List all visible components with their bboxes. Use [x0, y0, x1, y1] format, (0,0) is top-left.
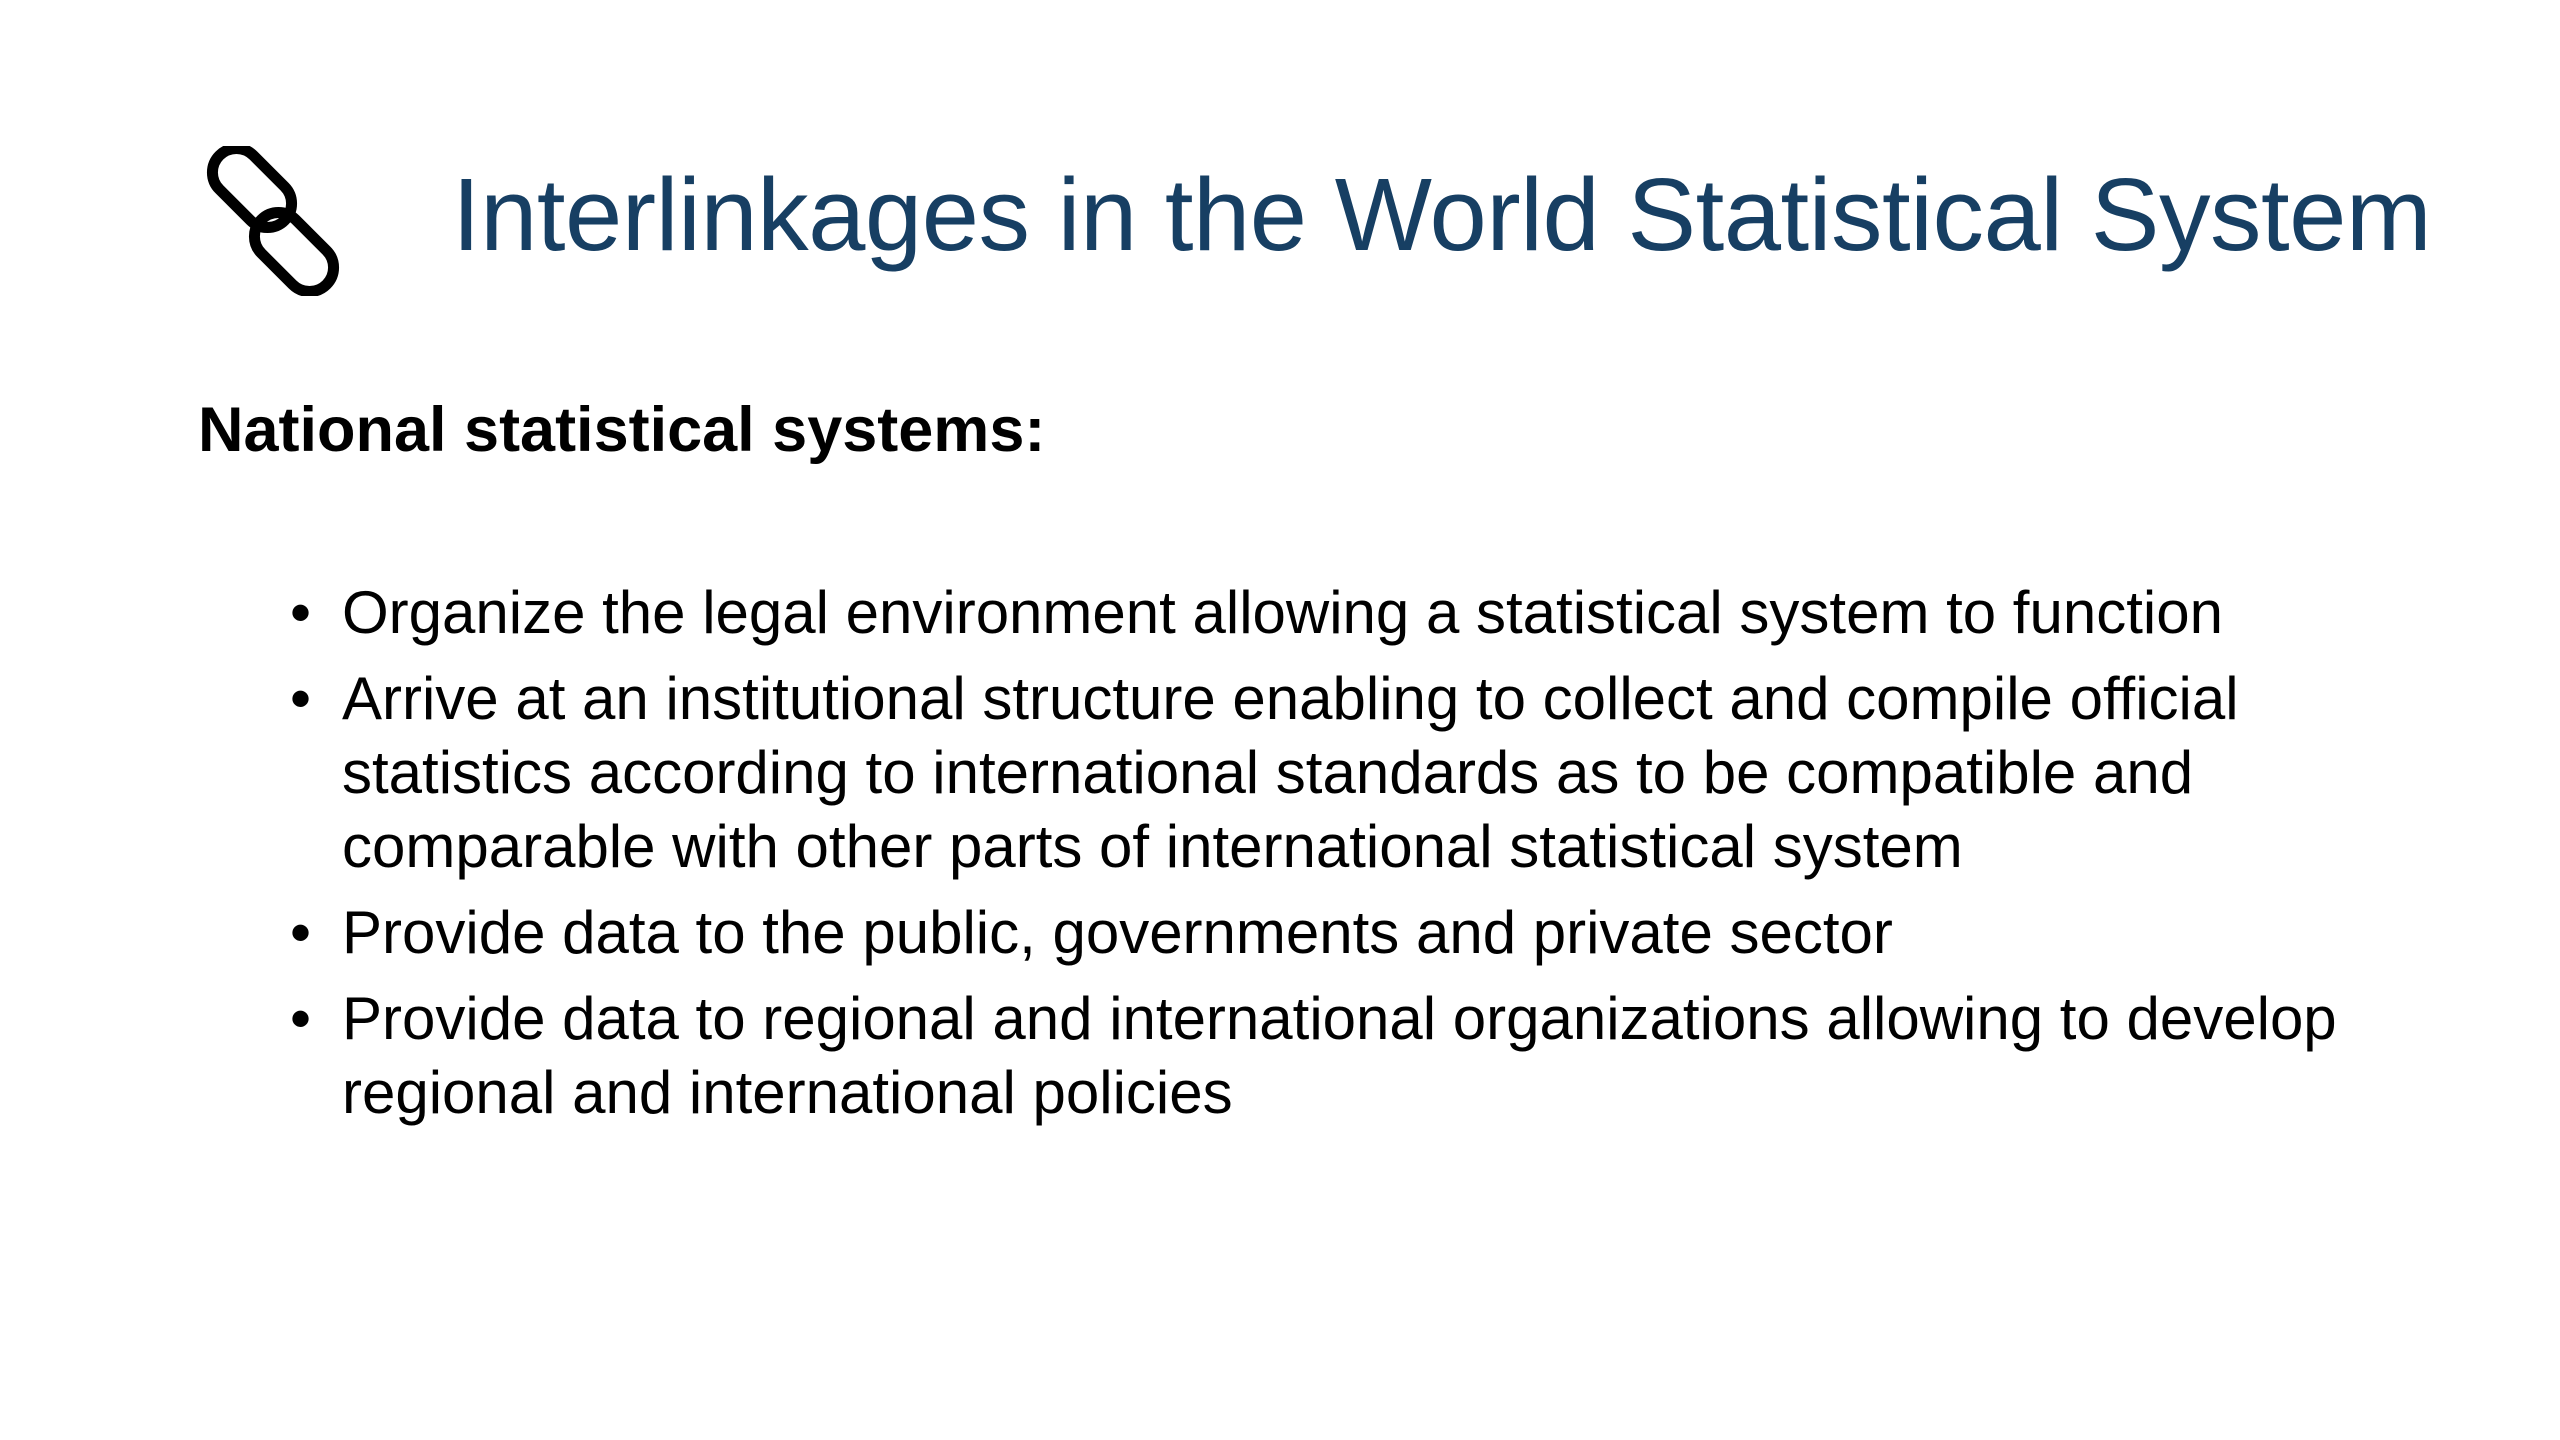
bullet-item — [290, 982, 2410, 1130]
bullet-text: Provide data to regional and international organizations allowing to develop regional and international policies — [342, 985, 2337, 1126]
bullet-text: Organize the legal environment allowing a statistical system to function — [342, 579, 2223, 646]
section-heading: National statistical systems: — [198, 395, 1046, 465]
bullet-point-icon: • — [290, 665, 312, 732]
bullet-item — [290, 662, 2410, 884]
bullet-text: Arrive at an institutional structure enabling to collect and compile official statistics according to international standards as to be compatible and comparable with other parts of international statistical system — [342, 665, 2239, 880]
bullet-point-icon: • — [290, 579, 312, 646]
bullet-list — [290, 576, 2410, 1142]
bullet-point-icon: • — [290, 985, 312, 1052]
bullet-item — [290, 896, 2410, 970]
bullet-text: Provide data to the public, governments and private sector — [342, 899, 1893, 966]
bullet-item — [290, 576, 2410, 650]
bullet-point-icon: • — [290, 899, 312, 966]
slide-title: Interlinkages in the World Statistical System — [452, 157, 2432, 272]
link-chain-icon — [198, 146, 348, 296]
